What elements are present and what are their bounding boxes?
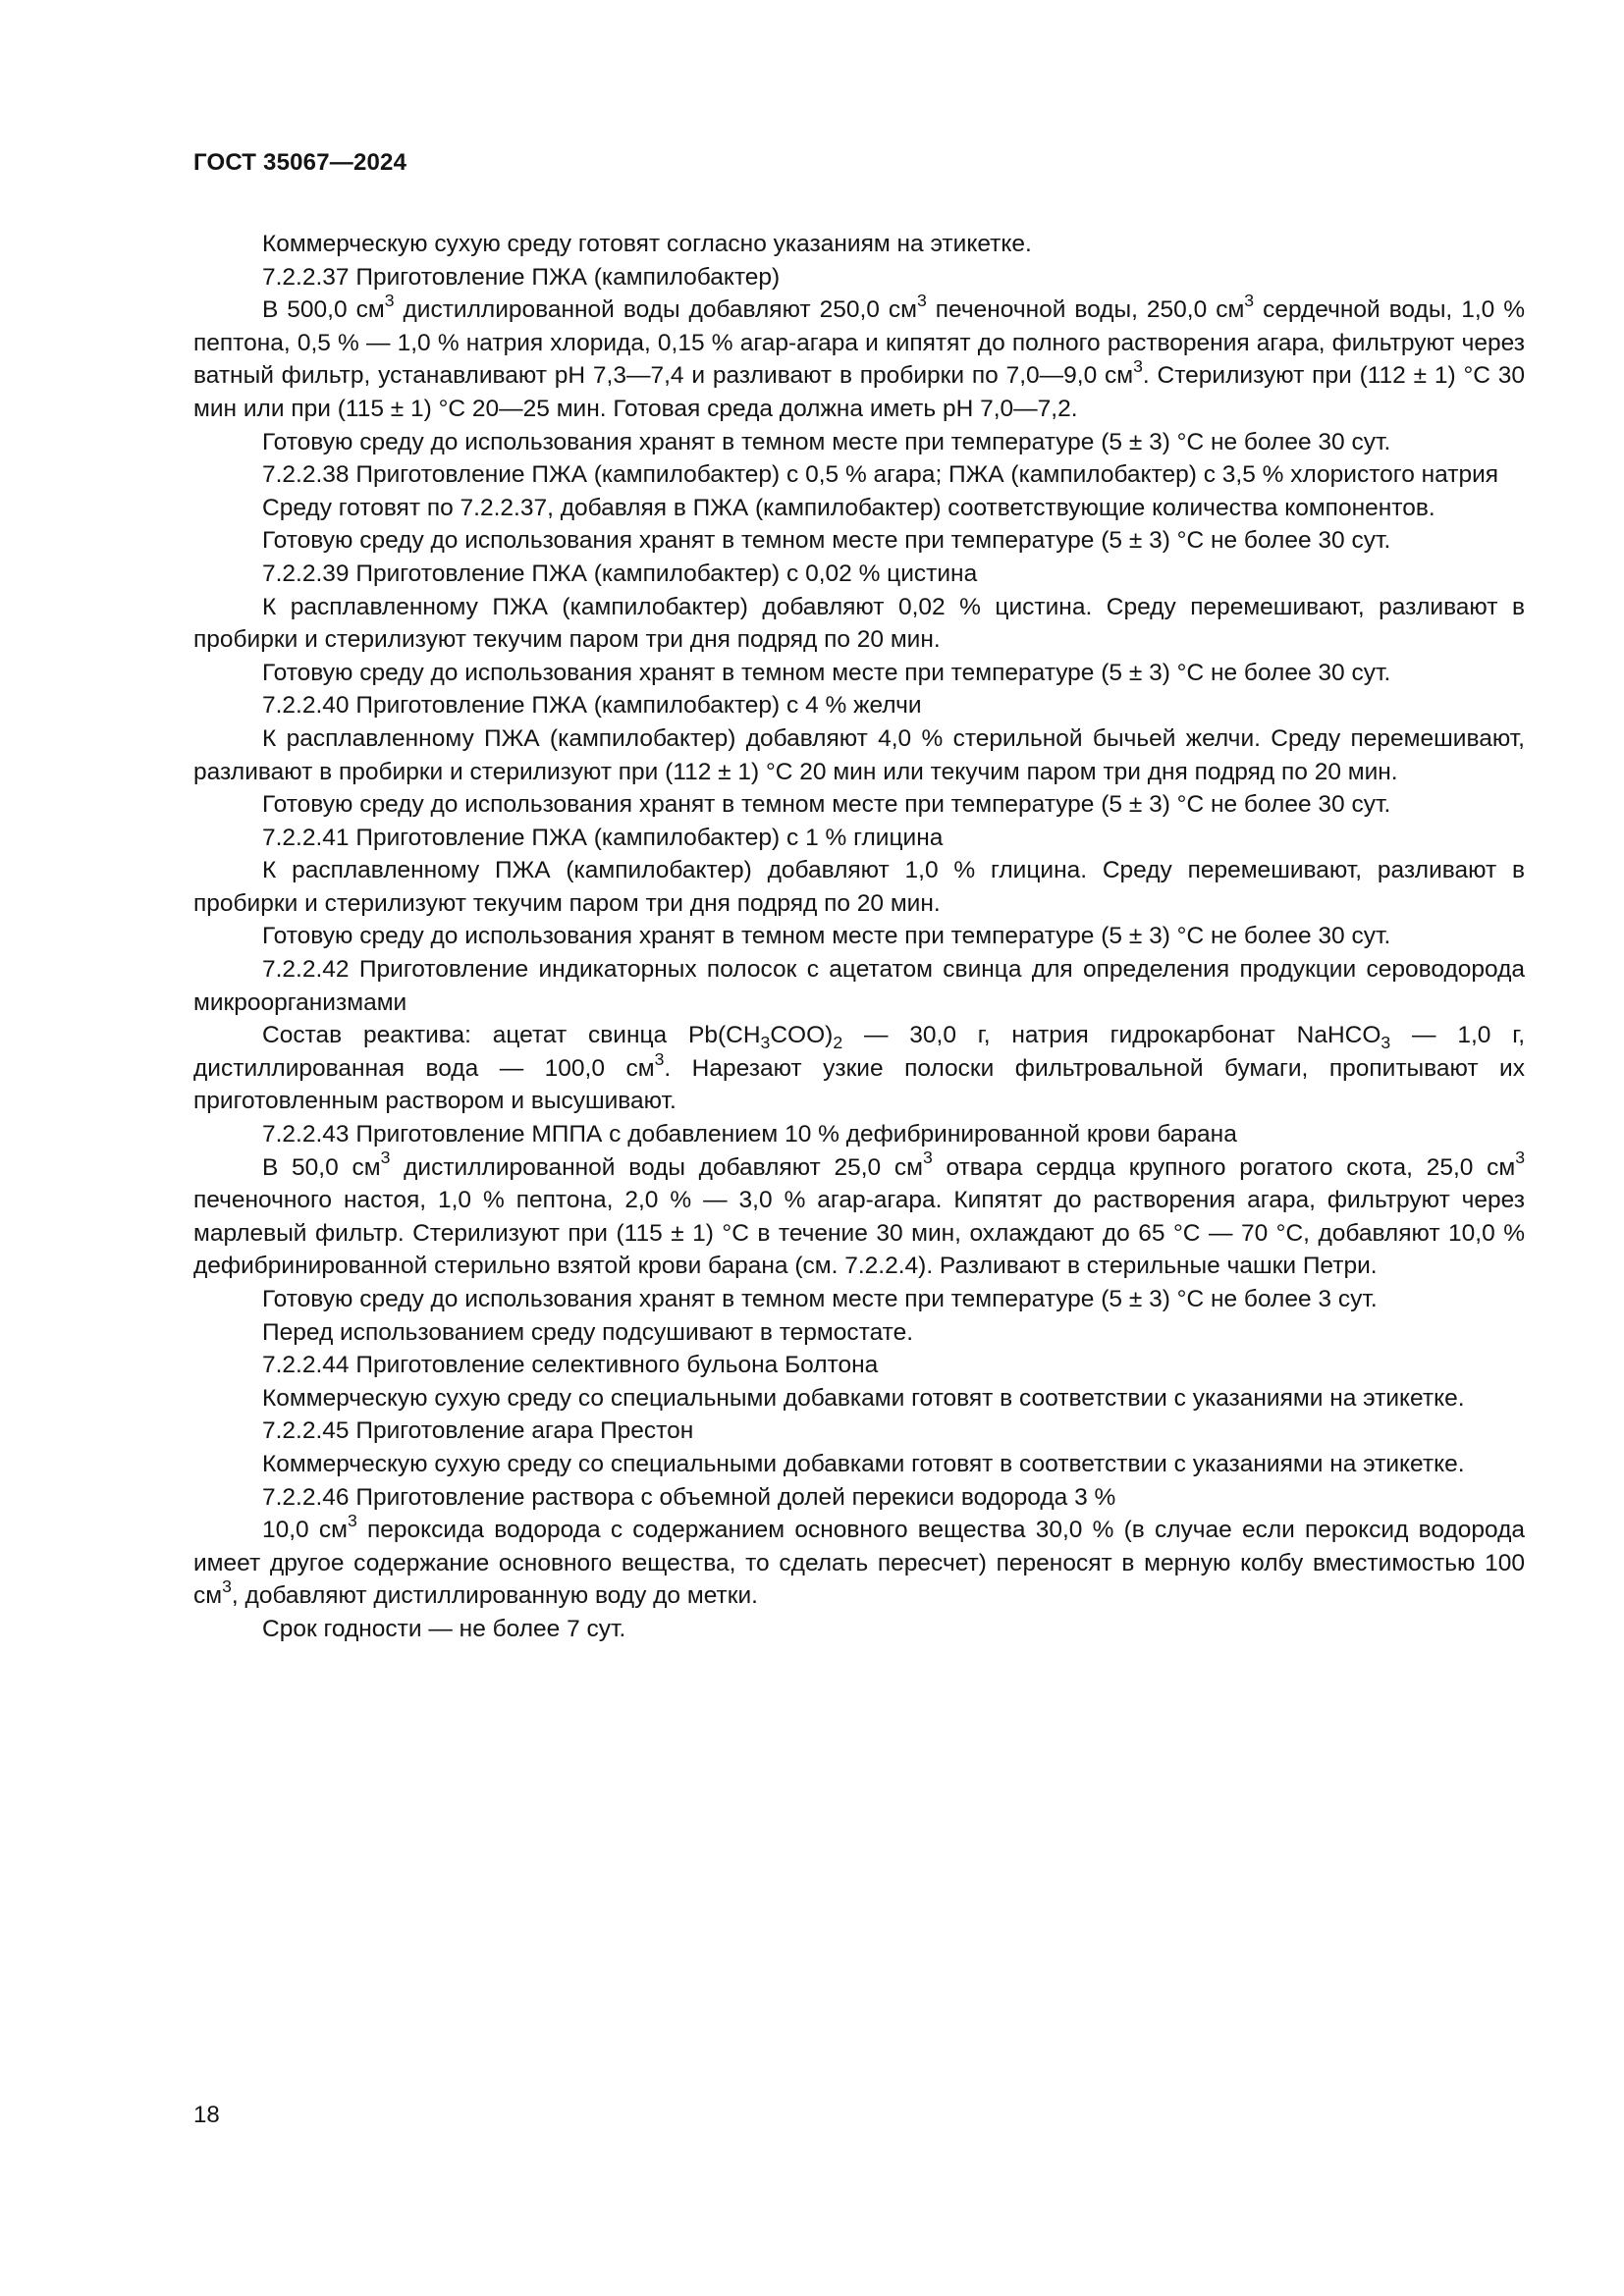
text-run: Срок годности — не более 7 сут. bbox=[262, 1615, 626, 1642]
paragraph bbox=[193, 426, 1525, 459]
paragraph bbox=[193, 290, 1526, 425]
paragraph bbox=[193, 1481, 1525, 1515]
paragraph bbox=[193, 822, 1525, 855]
superscript: 3 bbox=[922, 1148, 933, 1168]
paragraph bbox=[193, 591, 1525, 657]
text-run: К расплавленному ПЖА (кампилобактер) добавляют 0,02 % цистина. Среду перемешивают, разливают в пробирки и стерилизуют текучим паром три дня подряд по 20 мин. bbox=[193, 593, 1525, 654]
paragraph bbox=[193, 689, 1525, 722]
document-body bbox=[193, 228, 1525, 1646]
text-run: 7.2.2.45 Приготовление агара Престон bbox=[262, 1417, 694, 1445]
paragraph bbox=[193, 1448, 1525, 1481]
text-run: дистиллированной воды добавляют 250,0 см bbox=[394, 296, 917, 324]
superscript: 3 bbox=[654, 1048, 665, 1069]
text-run: 7.2.2.44 Приготовление селективного бульона Болтона bbox=[262, 1352, 879, 1379]
paragraph bbox=[193, 722, 1525, 788]
superscript: 3 bbox=[916, 290, 927, 310]
text-run: Готовую среду до использования хранят в темном месте при температуре (5 ± 3) °С не более 30 сут. bbox=[262, 923, 1391, 950]
text-run: Готовую среду до использования хранят в темном месте при температуре (5 ± 3) °С не более 3 сут. bbox=[262, 1286, 1378, 1312]
subscript: 2 bbox=[833, 1033, 843, 1053]
text-run: COO) bbox=[770, 1022, 834, 1049]
text-run: Готовую среду до использования хранят в темном месте при температуре (5 ± 3) °С не более 30 сут. bbox=[262, 659, 1391, 686]
text-run: печеночной воды, 250,0 см bbox=[926, 296, 1245, 324]
text-run: 7.2.2.43 Приготовление МППА с добавлением 10 % дефибринированной крови барана bbox=[262, 1121, 1237, 1148]
paragraph bbox=[193, 788, 1525, 822]
text-run: 7.2.2.38 Приготовление ПЖА (кампилобактер) с 0,5 % агара; ПЖА (кампилобактер) с 3,5 % хлористого натрия bbox=[262, 461, 1499, 489]
paragraph bbox=[193, 261, 1525, 294]
text-run: 7.2.2.37 Приготовление ПЖА (кампилобактер) bbox=[262, 263, 781, 291]
paragraph bbox=[193, 1283, 1525, 1316]
paragraph bbox=[193, 228, 1525, 261]
text-run: сердечной воды, 1,0 % пептона, 0,5 % — 1,0 % натрия хлорида, 0,15 % агар-агара и кипятят до полного растворения агара, фильтруют через ватный фильтр, устанавливают рН 7,3—7,4 и разливают в пробирки по 7,0—9,0 см bbox=[193, 296, 1526, 390]
text-run: 7.2.2.46 Приготовление раствора с объемной долей перекиси водорода 3 % bbox=[262, 1483, 1116, 1511]
page-number: 18 bbox=[193, 2102, 220, 2128]
text-run: 10,0 см bbox=[262, 1517, 348, 1544]
text-run: Состав реактива: ацетат свинца Pb(CH bbox=[262, 1022, 761, 1049]
superscript: 3 bbox=[380, 1148, 391, 1168]
paragraph bbox=[193, 458, 1525, 492]
text-run: К расплавленному ПЖА (кампилобактер) добавляют 4,0 % стерильной бычьей желчи. Среду перемешивают, разливают в пробирки и стерилизуют при (112 ± 1) °С 20 мин или текучим паром три дня подряд по 20 мин. bbox=[193, 724, 1525, 785]
text-run: Готовую среду до использования хранят в темном месте при температуре (5 ± 3) °С не более 30 сут. bbox=[262, 428, 1391, 455]
text-run: 7.2.2.40 Приготовление ПЖА (кампилобактер) с 4 % желчи bbox=[262, 692, 922, 720]
superscript: 3 bbox=[1133, 356, 1143, 377]
paragraph bbox=[193, 1349, 1525, 1382]
paragraph bbox=[193, 1382, 1525, 1415]
paragraph bbox=[193, 854, 1525, 920]
paragraph bbox=[193, 657, 1525, 690]
text-run: В 500,0 см bbox=[262, 296, 385, 324]
text-run: 7.2.2.41 Приготовление ПЖА (кампилобактер) с 1 % глицина bbox=[262, 824, 944, 851]
paragraph bbox=[193, 1415, 1525, 1448]
paragraph bbox=[193, 1613, 1525, 1646]
text-run: Коммерческую сухую среду готовят согласно указаниям на этикетке. bbox=[262, 231, 1032, 257]
text-run: отвара сердца крупного рогатого скота, 25,0 см bbox=[932, 1153, 1516, 1181]
text-run: пероксида водорода с содержанием основного вещества 30,0 % (в случае если пероксид водорода имеет другое содержание основного вещества, то сделать пересчет) переносят в мерную колбу вместимостью 100 см bbox=[193, 1517, 1526, 1610]
text-run: Среду готовят по 7.2.2.37, добавляя в ПЖА (кампилобактер) соответствующие количества компонентов. bbox=[262, 494, 1435, 521]
text-run: Готовую среду до использования хранят в темном месте при температуре (5 ± 3) °С не более 30 сут. bbox=[262, 527, 1391, 555]
superscript: 3 bbox=[1515, 1148, 1526, 1168]
text-run: Коммерческую сухую среду со специальными добавками готовят в соответствии с указаниями на этикетке. bbox=[262, 1450, 1465, 1477]
superscript: 3 bbox=[222, 1576, 232, 1597]
text-run: 7.2.2.39 Приготовление ПЖА (кампилобактер) с 0,02 % цистина bbox=[262, 560, 978, 587]
document-header: ГОСТ 35067—2024 bbox=[193, 149, 407, 176]
paragraph bbox=[193, 1118, 1525, 1151]
text-run: Коммерческую сухую среду со специальными добавками готовят в соответствии с указаниями на этикетке. bbox=[262, 1384, 1465, 1412]
text-run: дистиллированной воды добавляют 25,0 см bbox=[390, 1153, 923, 1181]
text-run: печеночного настоя, 1,0 % пептона, 2,0 % — 3,0 % агар-агара. Кипятят до растворения агара, фильтруют через марлевый фильтр. Стерилизуют при (115 ± 1) °С в течение 30 мин, охлаждают до 65 °С — 70 °С, добавляют 10,0 % дефибринированной стерильно взятой крови барана (см. 7.2.2.4). Разливают в стерильные чашки Петри. bbox=[193, 1187, 1525, 1280]
paragraph bbox=[193, 1510, 1526, 1613]
paragraph bbox=[193, 1148, 1526, 1283]
text-run: — 1,0 г, дистиллированная вода — 100,0 см bbox=[193, 1022, 1525, 1082]
text-run: — 30,0 г, натрия гидрокарбонат NaHCO bbox=[842, 1022, 1381, 1049]
text-run: В 50,0 см bbox=[262, 1153, 381, 1181]
text-run: Перед использованием среду подсушивают в термостате. bbox=[262, 1318, 914, 1346]
text-run: . Нарезают узкие полоски фильтровальной бумаги, пропитывают их приготовленным раствором и высушивают. bbox=[193, 1054, 1525, 1115]
text-run: , добавляют дистиллированную воду до метки. bbox=[231, 1582, 758, 1610]
text-run: 7.2.2.42 Приготовление индикаторных полосок с ацетатом свинца для определения продукции сероводорода микроорганизмами bbox=[193, 956, 1525, 1016]
superscript: 3 bbox=[348, 1510, 357, 1530]
paragraph bbox=[193, 558, 1525, 591]
paragraph bbox=[193, 1316, 1525, 1350]
paragraph bbox=[193, 953, 1525, 1019]
paragraph bbox=[193, 1019, 1525, 1118]
text-run: . Стерилизуют при (112 ± 1) °С 30 мин или при (115 ± 1) °С 20—25 мин. Готовая среда должна иметь рН 7,0—7,2. bbox=[193, 362, 1525, 422]
subscript: 3 bbox=[1380, 1033, 1391, 1053]
paragraph bbox=[193, 492, 1525, 525]
paragraph bbox=[193, 524, 1525, 558]
text-run: Готовую среду до использования хранят в темном месте при температуре (5 ± 3) °С не более 30 сут. bbox=[262, 791, 1391, 819]
superscript: 3 bbox=[1244, 290, 1255, 310]
text-run: К расплавленному ПЖА (кампилобактер) добавляют 1,0 % глицина. Среду перемешивают, разливают в пробирки и стерилизуют текучим паром три дня подряд по 20 мин. bbox=[193, 857, 1525, 917]
paragraph bbox=[193, 920, 1525, 953]
subscript: 3 bbox=[760, 1033, 771, 1053]
superscript: 3 bbox=[384, 290, 395, 310]
